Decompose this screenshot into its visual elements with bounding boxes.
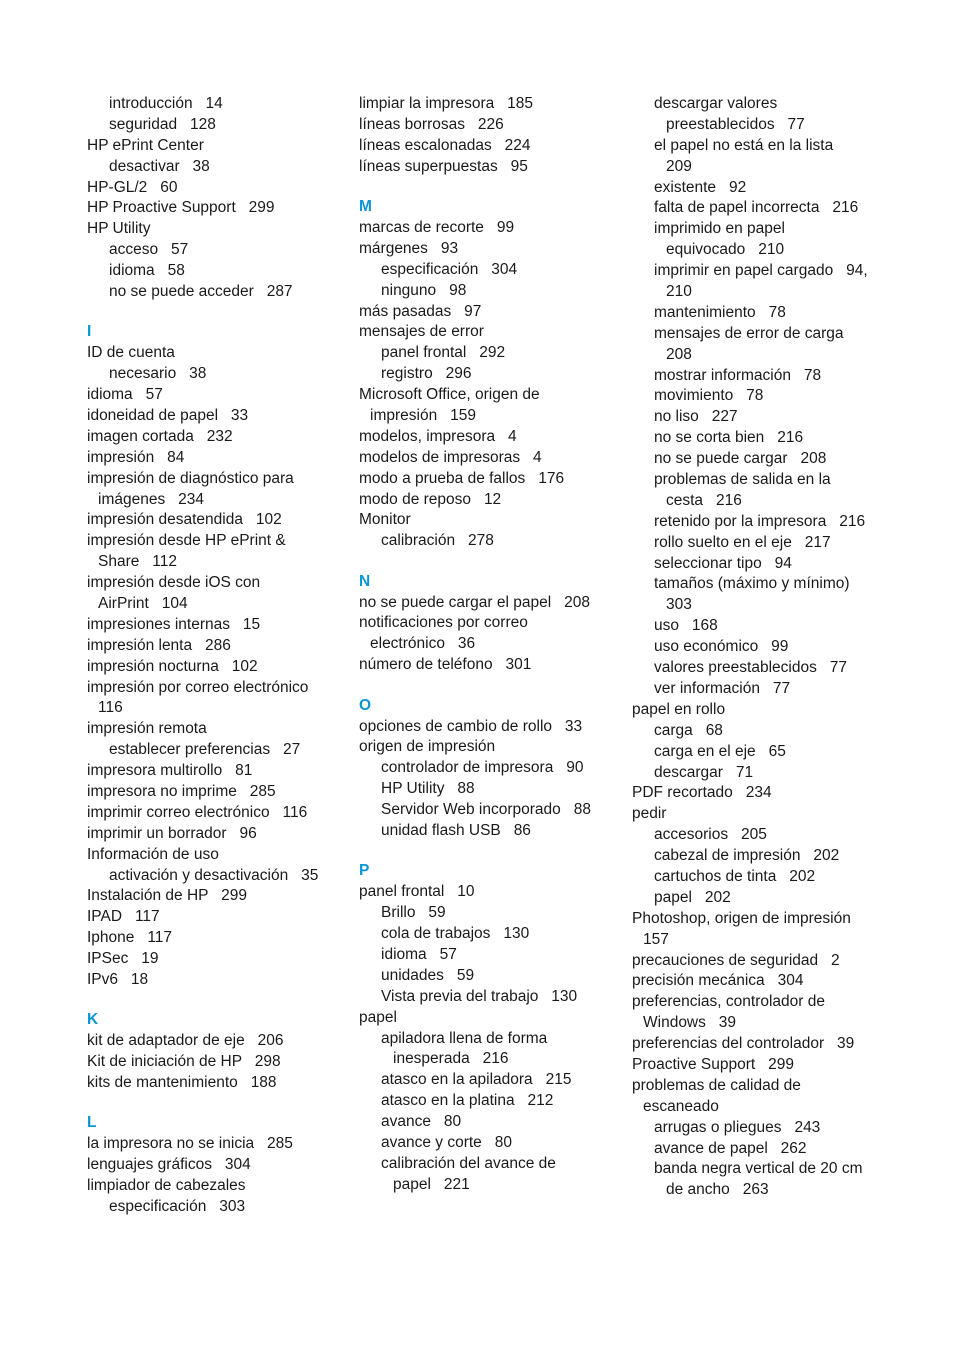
- index-subentry: controlador de impresora 90: [381, 759, 584, 777]
- index-subentry: acceso 57: [109, 241, 189, 259]
- index-entry: HP ePrint Center: [87, 136, 204, 154]
- index-entry: no se puede cargar el papel 208: [359, 593, 590, 611]
- index-section-letter: P: [359, 862, 370, 880]
- index-subentry: mostrar información 78: [654, 366, 822, 384]
- index-subentry: papel 202: [654, 888, 731, 906]
- index-subentry: cartuchos de tinta 202: [654, 867, 816, 885]
- index-subentry: existente 92: [654, 178, 747, 196]
- index-entry: pedir: [632, 805, 667, 823]
- index-entry: impresión de diagnóstico para: [87, 469, 294, 487]
- index-entry: Iphone 117: [87, 929, 173, 947]
- index-column-2: [359, 94, 614, 1196]
- index-subentry: equivocado 210: [666, 241, 785, 259]
- index-entry: marcas de recorte 99: [359, 218, 515, 236]
- index-entry: márgenes 93: [359, 239, 459, 257]
- index-subentry: banda negra vertical de 20 cm: [654, 1160, 863, 1178]
- index-entry: impresión nocturna 102: [87, 657, 258, 675]
- index-entry: lenguajes gráficos 304: [87, 1156, 251, 1174]
- index-entry: impresión lenta 286: [87, 636, 231, 654]
- index-subentry: inesperada 216: [393, 1050, 509, 1068]
- index-entry: impresión desatendida 102: [87, 511, 282, 529]
- index-entry: Instalación de HP 299: [87, 887, 247, 905]
- index-subentry: movimiento 78: [654, 387, 764, 405]
- index-subentry: accesorios 205: [654, 826, 767, 844]
- index-subentry: uso económico 99: [654, 638, 789, 656]
- index-section-letter: O: [359, 696, 372, 714]
- index-subentry: calibración del avance de: [381, 1154, 556, 1172]
- index-entry: modo a prueba de fallos 176: [359, 469, 565, 487]
- index-subentry: uso 168: [654, 617, 718, 635]
- index-entry: impresión 84: [87, 448, 185, 466]
- index-subentry: ver información 77: [654, 679, 791, 697]
- index-subentry: ninguno 98: [381, 281, 467, 299]
- index-entry: kits de mantenimiento 188: [87, 1074, 277, 1092]
- index-entry: problemas de calidad de: [632, 1076, 801, 1094]
- index-entry: la impresora no se inicia 285: [87, 1135, 293, 1153]
- index-subentry: idioma 57: [381, 945, 457, 963]
- index-entry: IPv6 18: [87, 971, 149, 989]
- index-section-letter: M: [359, 198, 372, 216]
- index-entry: Proactive Support 299: [632, 1055, 794, 1073]
- index-subentry: panel frontal 292: [381, 344, 506, 362]
- index-subentry: imprimido en papel: [654, 220, 785, 238]
- index-subentry: rollo suelto en el eje 217: [654, 533, 831, 551]
- index-subentry: necesario 38: [109, 365, 207, 383]
- index-subentry: introducción 14: [109, 95, 223, 112]
- index-entry: limpiar la impresora 185: [359, 95, 534, 112]
- index-entry: opciones de cambio de rollo 33: [359, 717, 583, 735]
- index-subentry: apiladora llena de forma: [381, 1029, 548, 1047]
- index-subentry: establecer preferencias 27: [109, 741, 301, 759]
- index-entry: limpiador de cabezales: [87, 1177, 246, 1195]
- index-entry: impresión por correo electrónico: [87, 678, 309, 696]
- index-subentry: desactivar 38: [109, 157, 210, 175]
- index-subentry: seleccionar tipo 94: [654, 554, 792, 572]
- index-subentry: mantenimiento 78: [654, 303, 786, 321]
- index-entry: impresión desde HP ePrint &: [87, 532, 286, 550]
- index-entry: mensajes de error: [359, 323, 484, 341]
- index-subentry: unidades 59: [381, 966, 475, 984]
- index-subentry: no se puede cargar 208: [654, 450, 827, 468]
- index-entry: precauciones de seguridad 2: [632, 951, 840, 969]
- index-subentry: no se corta bien 216: [654, 429, 804, 447]
- index-entry: modo de reposo 12: [359, 490, 502, 508]
- index-subentry: registro 296: [381, 365, 472, 383]
- index-entry: líneas superpuestas 95: [359, 157, 528, 175]
- index-entry: papel: [359, 1008, 397, 1026]
- index-entry: precisión mecánica 304: [632, 972, 804, 990]
- index-entry: impresiones internas 15: [87, 615, 261, 633]
- index-subentry: arrugas o pliegues 243: [654, 1118, 821, 1136]
- index-subentry: 210: [666, 283, 692, 301]
- index-subentry: tamaños (máximo y mínimo): [654, 575, 850, 593]
- index-column-1: [87, 94, 337, 1218]
- index-entry: Información de uso: [87, 845, 219, 863]
- index-entry: IPAD 117: [87, 908, 160, 926]
- index-subentry: atasco en la apiladora 215: [381, 1071, 572, 1089]
- index-entry: idioma 57: [87, 386, 163, 404]
- index-entry: AirPrint 104: [98, 594, 188, 612]
- index-subentry: HP Utility 88: [381, 780, 475, 798]
- index-entry: líneas escalonadas 224: [359, 136, 531, 154]
- index-entry: escaneado: [643, 1097, 719, 1115]
- index-entry: Monitor: [359, 511, 411, 529]
- index-entry: idoneidad de papel 33: [87, 406, 249, 424]
- index-subentry: imprimir en papel cargado 94,: [654, 262, 868, 280]
- index-entry: preferencias, controlador de: [632, 993, 826, 1011]
- index-entry: HP Proactive Support 299: [87, 199, 275, 217]
- index-entry: líneas borrosas 226: [359, 115, 504, 133]
- index-subentry: descargar valores: [654, 95, 778, 112]
- index-subentry: Vista previa del trabajo 130: [381, 987, 578, 1005]
- index-subentry: 208: [666, 345, 692, 363]
- index-entry: HP Utility: [87, 220, 151, 238]
- index-section-letter: L: [87, 1114, 97, 1132]
- index-section-letter: K: [87, 1011, 99, 1029]
- index-subentry: papel 221: [393, 1175, 470, 1193]
- index-subentry: el papel no está en la lista: [654, 136, 834, 154]
- index-subentry: mensajes de error de carga: [654, 324, 844, 342]
- index-subentry: avance 80: [381, 1113, 462, 1131]
- index-subentry: activación y desactivación 35: [109, 866, 319, 884]
- index-entry: notificaciones por correo: [359, 614, 528, 632]
- index-subentry: idioma 58: [109, 262, 185, 280]
- index-subentry: descargar 71: [654, 763, 754, 781]
- index-subentry: cesta 216: [666, 491, 742, 509]
- index-subentry: Servidor Web incorporado 88: [381, 801, 591, 819]
- index-entry: Windows 39: [643, 1014, 737, 1032]
- index-subentry: calibración 278: [381, 532, 494, 550]
- index-entry: HP-GL/2 60: [87, 178, 178, 196]
- index-subentry: unidad flash USB 86: [381, 822, 531, 839]
- index-entry: PDF recortado 234: [632, 784, 772, 802]
- index-subentry: valores preestablecidos 77: [654, 659, 848, 677]
- index-subentry: avance y corte 80: [381, 1133, 512, 1151]
- index-entry: modelos, impresora 4: [359, 427, 517, 445]
- index-subentry: problemas de salida en la: [654, 471, 831, 489]
- index-entry: impresora multirollo 81: [87, 762, 253, 780]
- index-entry: imprimir correo electrónico 116: [87, 803, 308, 821]
- index-entry: 157: [643, 930, 669, 948]
- index-section-letter: N: [359, 572, 371, 590]
- index-subentry: de ancho 263: [666, 1181, 769, 1199]
- index-entry: imprimir un borrador 96: [87, 824, 257, 842]
- index-entry: 116: [98, 699, 123, 717]
- index-entry: Microsoft Office, origen de: [359, 386, 540, 404]
- index-subentry: cola de trabajos 130: [381, 925, 530, 943]
- index-entry: papel en rollo: [632, 700, 726, 718]
- index-subentry: no se puede acceder 287: [109, 283, 293, 301]
- index-subentry: cabezal de impresión 202: [654, 847, 840, 865]
- index-subentry: avance de papel 262: [654, 1139, 807, 1157]
- index-subentry: especificación 303: [109, 1198, 246, 1216]
- index-entry: Photoshop, origen de impresión: [632, 909, 851, 927]
- index-subentry: seguridad 128: [109, 115, 216, 133]
- index-entry: impresión desde iOS con: [87, 574, 261, 592]
- index-section-letter: I: [87, 323, 92, 341]
- index-entry: número de teléfono 301: [359, 656, 532, 674]
- index-subentry: preestablecidos 77: [666, 115, 805, 133]
- index-subentry: carga en el eje 65: [654, 742, 786, 760]
- index-entry: impresión remota: [87, 720, 207, 738]
- index-entry: Kit de iniciación de HP 298: [87, 1053, 281, 1071]
- index-entry: imagen cortada 232: [87, 427, 233, 445]
- index-subentry: atasco en la platina 212: [381, 1092, 554, 1110]
- index-entry: impresora no imprime 285: [87, 783, 276, 800]
- index-subentry: carga 68: [654, 721, 723, 739]
- index-entry: origen de impresión: [359, 738, 496, 756]
- index-entry: Share 112: [98, 553, 177, 571]
- index-entry: preferencias del controlador 39: [632, 1035, 855, 1053]
- index-entry: electrónico 36: [370, 635, 476, 653]
- index-subentry: 209: [666, 157, 692, 175]
- index-entry: imágenes 234: [98, 490, 204, 508]
- index-entry: modelos de impresoras 4: [359, 448, 542, 466]
- index-entry: panel frontal 10: [359, 883, 475, 901]
- index-subentry: no liso 227: [654, 408, 738, 426]
- index-entry: IPSec 19: [87, 950, 159, 968]
- index-subentry: Brillo 59: [381, 904, 446, 922]
- index-column-3: [632, 94, 892, 1201]
- index-subentry: especificación 304: [381, 260, 518, 278]
- index-entry: kit de adaptador de eje 206: [87, 1032, 284, 1050]
- index-subentry: retenido por la impresora 216: [654, 512, 866, 530]
- index-entry: impresión 159: [370, 406, 476, 424]
- index-subentry: 303: [666, 596, 692, 614]
- index-entry: ID de cuenta: [87, 344, 175, 362]
- index-subentry: falta de papel incorrecta 216: [654, 199, 859, 217]
- index-entry: más pasadas 97: [359, 302, 482, 320]
